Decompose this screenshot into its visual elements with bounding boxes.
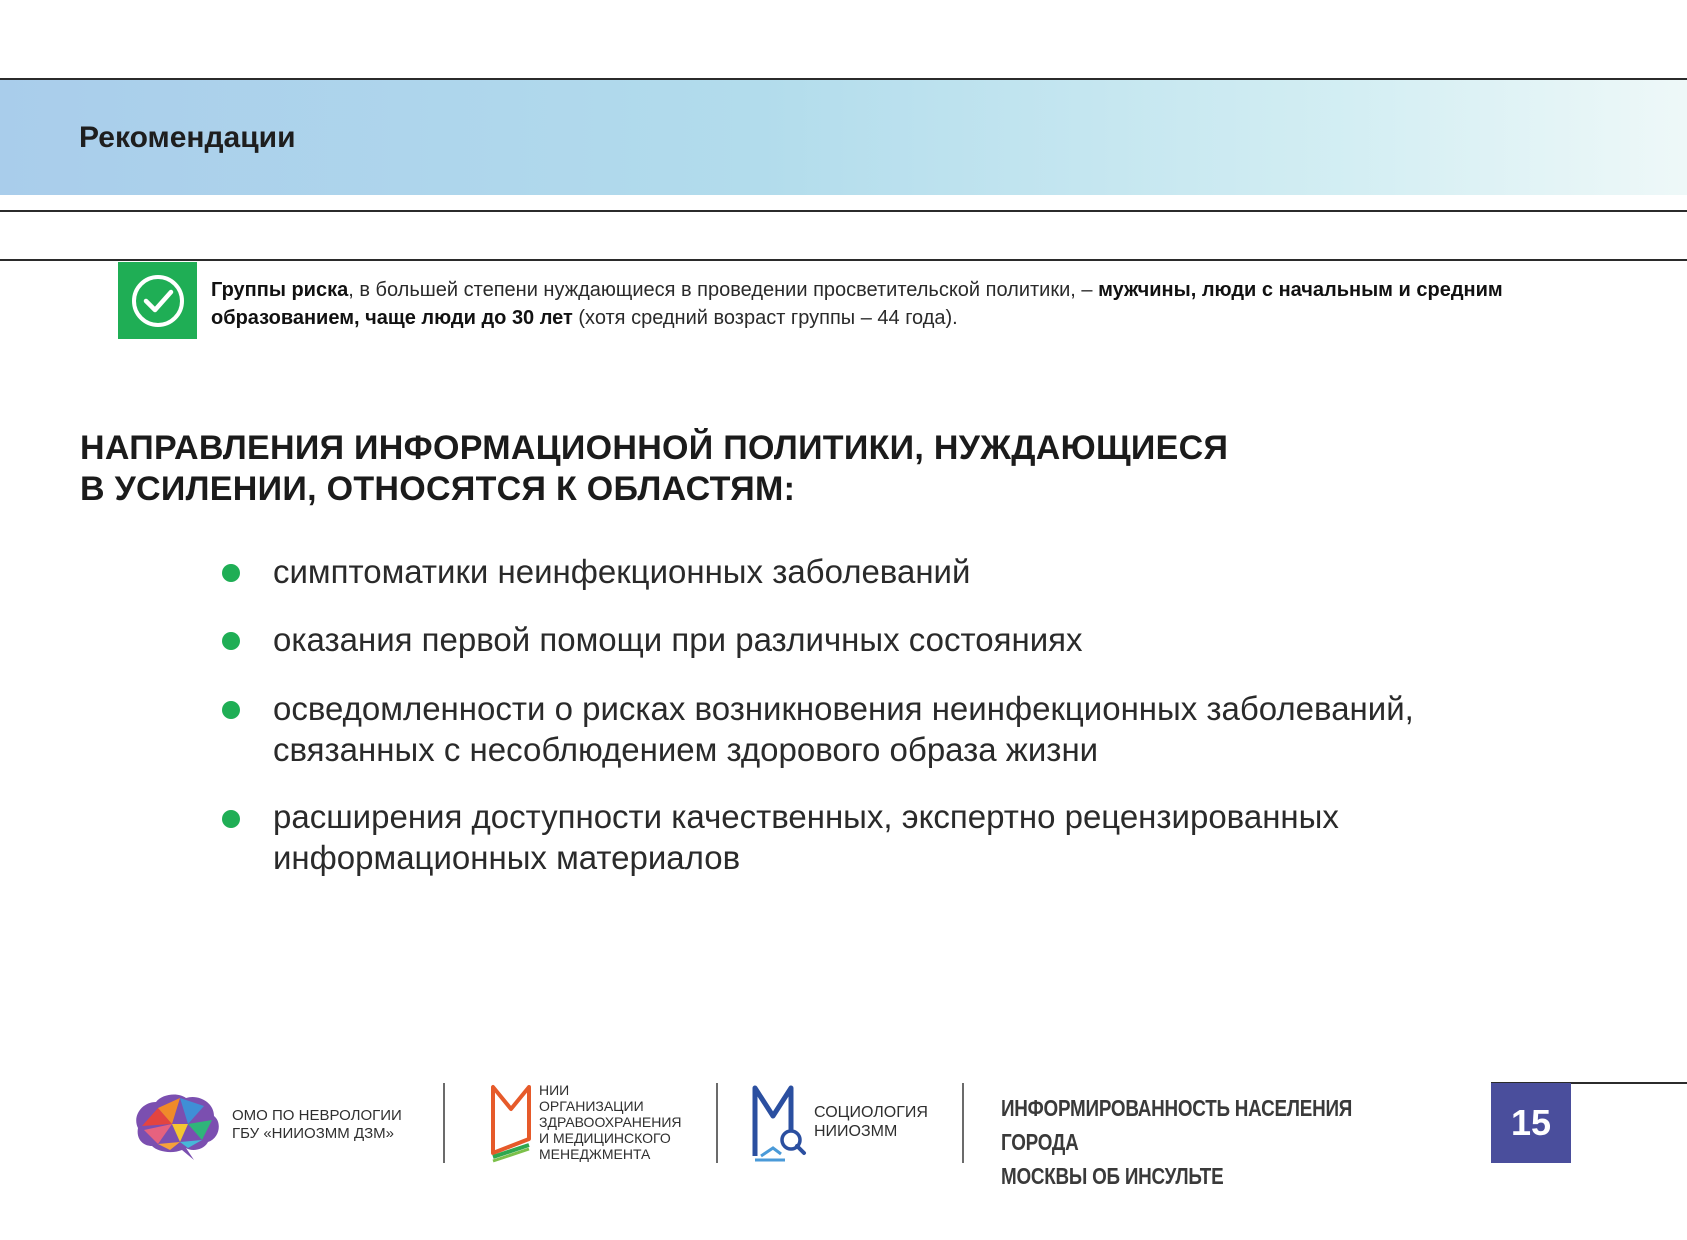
org2-logo-icon xyxy=(490,1083,532,1168)
footer-separator xyxy=(962,1083,964,1163)
report-title-line: МОСКВЫ ОБ ИНСУЛЬТЕ xyxy=(1001,1163,1224,1189)
brain-logo-icon xyxy=(128,1090,224,1167)
org2-line: И МЕДИЦИНСКОГО xyxy=(539,1130,671,1146)
page-number: 15 xyxy=(1491,1083,1571,1163)
footer-separator xyxy=(716,1083,718,1163)
list-item-line: осведомленности о рисках возникновения неинфекционных заболеваний, xyxy=(273,690,1414,727)
list-item-line: симптоматики неинфекционных заболеваний xyxy=(273,553,971,590)
report-title-line: ИНФОРМИРОВАННОСТЬ НАСЕЛЕНИЯ ГОРОДА xyxy=(1001,1095,1353,1155)
risk-groups: мужчины, люди с начальным и средним образованием, чаще люди до 30 лет xyxy=(211,279,1503,329)
org2-line: МЕНЕДЖМЕНТА xyxy=(539,1146,651,1162)
header-rule-1 xyxy=(0,210,1687,212)
check-circle-icon xyxy=(118,262,197,339)
org2-line: ОРГАНИЗАЦИИ xyxy=(539,1098,644,1114)
list-item xyxy=(273,619,1623,660)
org2-label xyxy=(539,1082,682,1162)
risk-lead: Группы риска xyxy=(211,279,349,301)
section-heading xyxy=(80,428,1280,510)
org3-line: НИИОЗММ xyxy=(814,1123,898,1140)
org3-label xyxy=(814,1103,928,1141)
report-title xyxy=(1001,1091,1427,1193)
risk-text-2: (хотя средний возраст группы – 44 года). xyxy=(572,307,958,329)
bullet-dot xyxy=(222,810,240,828)
list-item-line: информационных материалов xyxy=(273,839,741,876)
list-item xyxy=(273,551,1623,592)
org1-label xyxy=(232,1107,402,1143)
bullet-dot xyxy=(222,632,240,650)
org3-line: СОЦИОЛОГИЯ xyxy=(814,1104,928,1121)
sociology-logo-icon xyxy=(751,1082,807,1169)
page-title: Рекомендации xyxy=(79,121,296,154)
header-rule-2 xyxy=(0,259,1687,261)
bullet-dot xyxy=(222,701,240,719)
risk-groups-note xyxy=(211,276,1611,332)
list-item xyxy=(273,796,1623,878)
org2-line: ЗДРАВООХРАНЕНИЯ xyxy=(539,1114,682,1130)
bullet-dot xyxy=(222,564,240,582)
list-item xyxy=(273,688,1623,770)
org1-line: ОМО ПО НЕВРОЛОГИИ xyxy=(232,1107,402,1124)
section-heading-line1: НАПРАВЛЕНИЯ ИНФОРМАЦИОННОЙ ПОЛИТИКИ, НУЖДАЮЩИЕСЯ xyxy=(80,429,1229,467)
org2-line: НИИ xyxy=(539,1082,570,1098)
list-item-line: расширения доступности качественных, экспертно рецензированных xyxy=(273,798,1339,835)
org1-line: ГБУ «НИИОЗММ ДЗМ» xyxy=(232,1125,394,1142)
section-heading-line2: В УСИЛЕНИИ, ОТНОСЯТСЯ К ОБЛАСТЯМ: xyxy=(80,470,796,508)
list-item-line: оказания первой помощи при различных состояниях xyxy=(273,621,1083,658)
list-item-line: связанных с несоблюдением здорового образа жизни xyxy=(273,731,1099,768)
risk-text-1: , в большей степени нуждающиеся в проведении просветительской политики, – xyxy=(348,279,1099,301)
footer-separator xyxy=(443,1083,445,1163)
